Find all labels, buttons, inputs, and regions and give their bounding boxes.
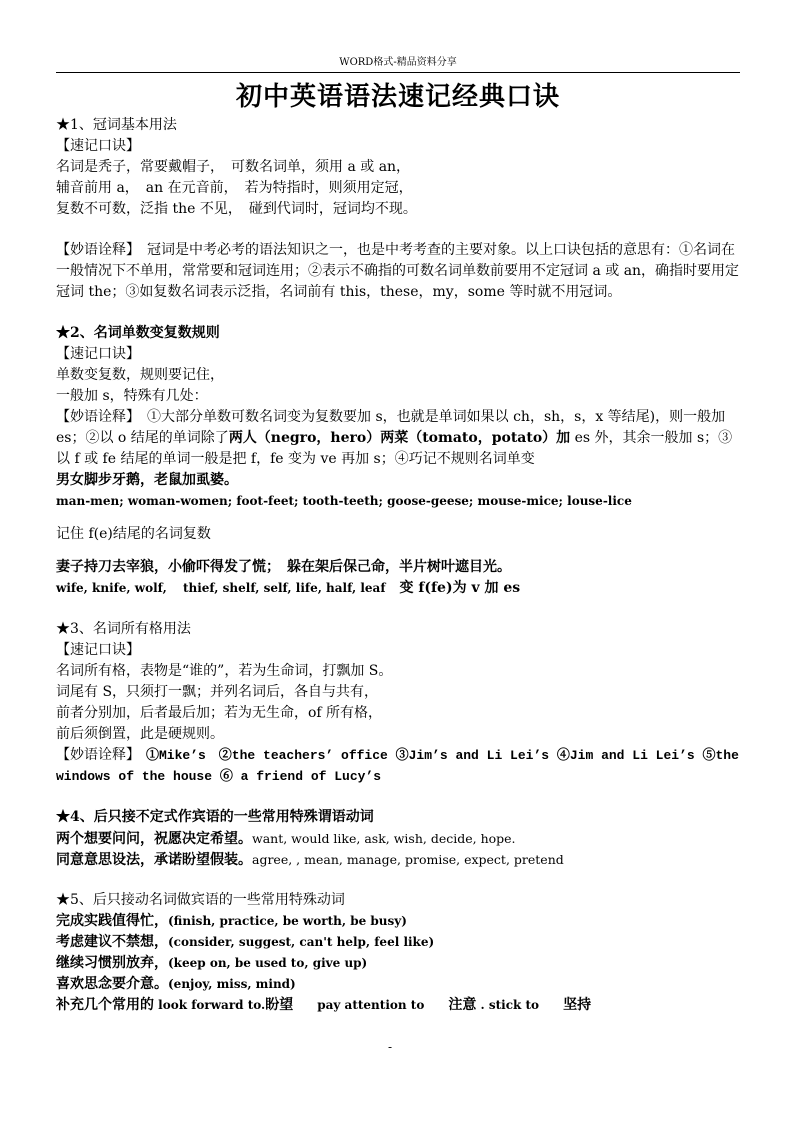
fe-rhyme: 妻子持刀去宰狼，小偷吓得发了慌； 躲在架后保己命，半片树叶遮目光。 — [56, 559, 511, 575]
explanation-paragraph: 【妙语诠释】 冠词是中考必考的语法知识之一，也是中考考查的主要对象。以上口诀包括的意思有：①名词在一般情况下不单用，常常要和冠词连用；②表示不确指的可数名词单数前要用不定冠词 a 或 an，确指时要用定冠词 the；③如复数名词表示泛指，名词前有 this，these，my，some 等时就不用冠词。 — [56, 242, 740, 300]
page-header: WORD格式-精品资料分享 — [339, 57, 457, 68]
section-5 — [56, 890, 744, 1016]
fe-words-line: wife, knife, wolf, thief, shelf, self, life, half, leaf 变 f(fe)为 v 加 es — [56, 580, 521, 596]
section-2 — [56, 323, 744, 599]
section-3 — [56, 619, 744, 787]
fe-label: 记住 f(e)结尾的名词复数 — [56, 526, 211, 542]
rhyme-line: 名词所有格，表物是“谁的”，若为生命词，打飘加 S。 — [56, 663, 393, 679]
gerund-rhyme-line: 继续习惯别放弃，(keep on, be used to, give up) — [56, 955, 368, 971]
section-4 — [56, 807, 744, 870]
section-tag: 【速记口诀】 — [56, 642, 140, 658]
extra-phrases-line: 补充几个常用的 look forward to.盼望 pay attention to 注意 . stick to 坚持 — [56, 997, 592, 1013]
section-heading: ★5、后只接动名词做宾语的一些常用特殊动词 — [56, 892, 345, 908]
irregular-pairs: man-men; woman-women; foot-feet; tooth-teeth; goose-geese; mouse-mice; louse-lice — [56, 494, 632, 508]
section-1 — [56, 115, 744, 303]
possessive-examples: 【妙语诠释】 ①Mike’s ②the teachers’ office ③Jim’s and Li Lei’s ④Jim and Li Lei’s ⑤the windows of the house ⑥ a friend of Lucy’s — [56, 747, 739, 784]
section-heading: ★3、名词所有格用法 — [56, 621, 191, 637]
rhyme-line: 名词是秃子，常要戴帽子， 可数名词单，须用 a 或 an， — [56, 159, 411, 175]
document-title: 初中英语语法速记经典口诀 — [235, 82, 560, 112]
rhyme-line: 前后须倒置，此是硬规则。 — [56, 726, 224, 742]
gerund-rhyme-line: 考虑建议不禁想，(consider, suggest, can't help, feel like) — [56, 934, 435, 950]
rhyme-line: 一般加 s，特殊有几处： — [56, 388, 208, 404]
rhyme-line: 词尾有 S，只须打一飘；并列名词后，各自与共有， — [56, 684, 379, 700]
rhyme-line: 单数变复数，规则要记住， — [56, 367, 224, 383]
section-tag: 【速记口诀】 — [56, 138, 140, 154]
section-heading: ★2、名词单数变复数规则 — [56, 325, 220, 341]
section-heading: ★4、后只接不定式作宾语的一些常用特殊谓语动词 — [56, 809, 374, 825]
rhyme-line: 前者分别加，后者最后加；若为无生命，of 所有格， — [56, 705, 383, 721]
verb-rhyme-line: 两个想要问问，祝愿决定希望。want, would like, ask, wish, decide, hope. — [56, 831, 516, 847]
section-tag: 【速记口诀】 — [56, 346, 140, 362]
section-heading: ★1、冠词基本用法 — [56, 117, 177, 133]
verb-rhyme-line: 同意意思设法，承诺盼望假装。agree, , mean, manage, promise, expect, pretend — [56, 852, 564, 868]
rhyme-line: 复数不可数，泛指 the 不见， 碰到代词时，冠词均不现。 — [56, 201, 417, 217]
document-body — [56, 115, 744, 1016]
explanation-paragraph: 【妙语诠释】 ①大部分单数可数名词变为复数要加 s，也就是单词如果以 ch，sh，s，x 等结尾)，则一般加 es；②以 o 结尾的单词除了两人（negro，hero）两菜（tomato，potato）加 es 外，其余一般加 s；③以 f 或 fe 结尾的单词一般是把 f，fe 变为 ve 再加 s；④巧记不规则名词单变 — [56, 409, 733, 467]
page-footer: - — [388, 1040, 393, 1054]
gerund-rhyme-line: 喜欢思念要介意。(enjoy, miss, mind) — [56, 976, 296, 992]
gerund-rhyme-line: 完成实践值得忙，(finish, practice, be worth, be busy) — [56, 913, 407, 929]
header-rule — [56, 72, 740, 73]
irregular-rhyme: 男女脚步牙鹅，老鼠加虱婆。 — [56, 472, 238, 488]
rhyme-line: 辅音前用 a， an 在元音前， 若为特指时，则须用定冠， — [56, 180, 413, 196]
